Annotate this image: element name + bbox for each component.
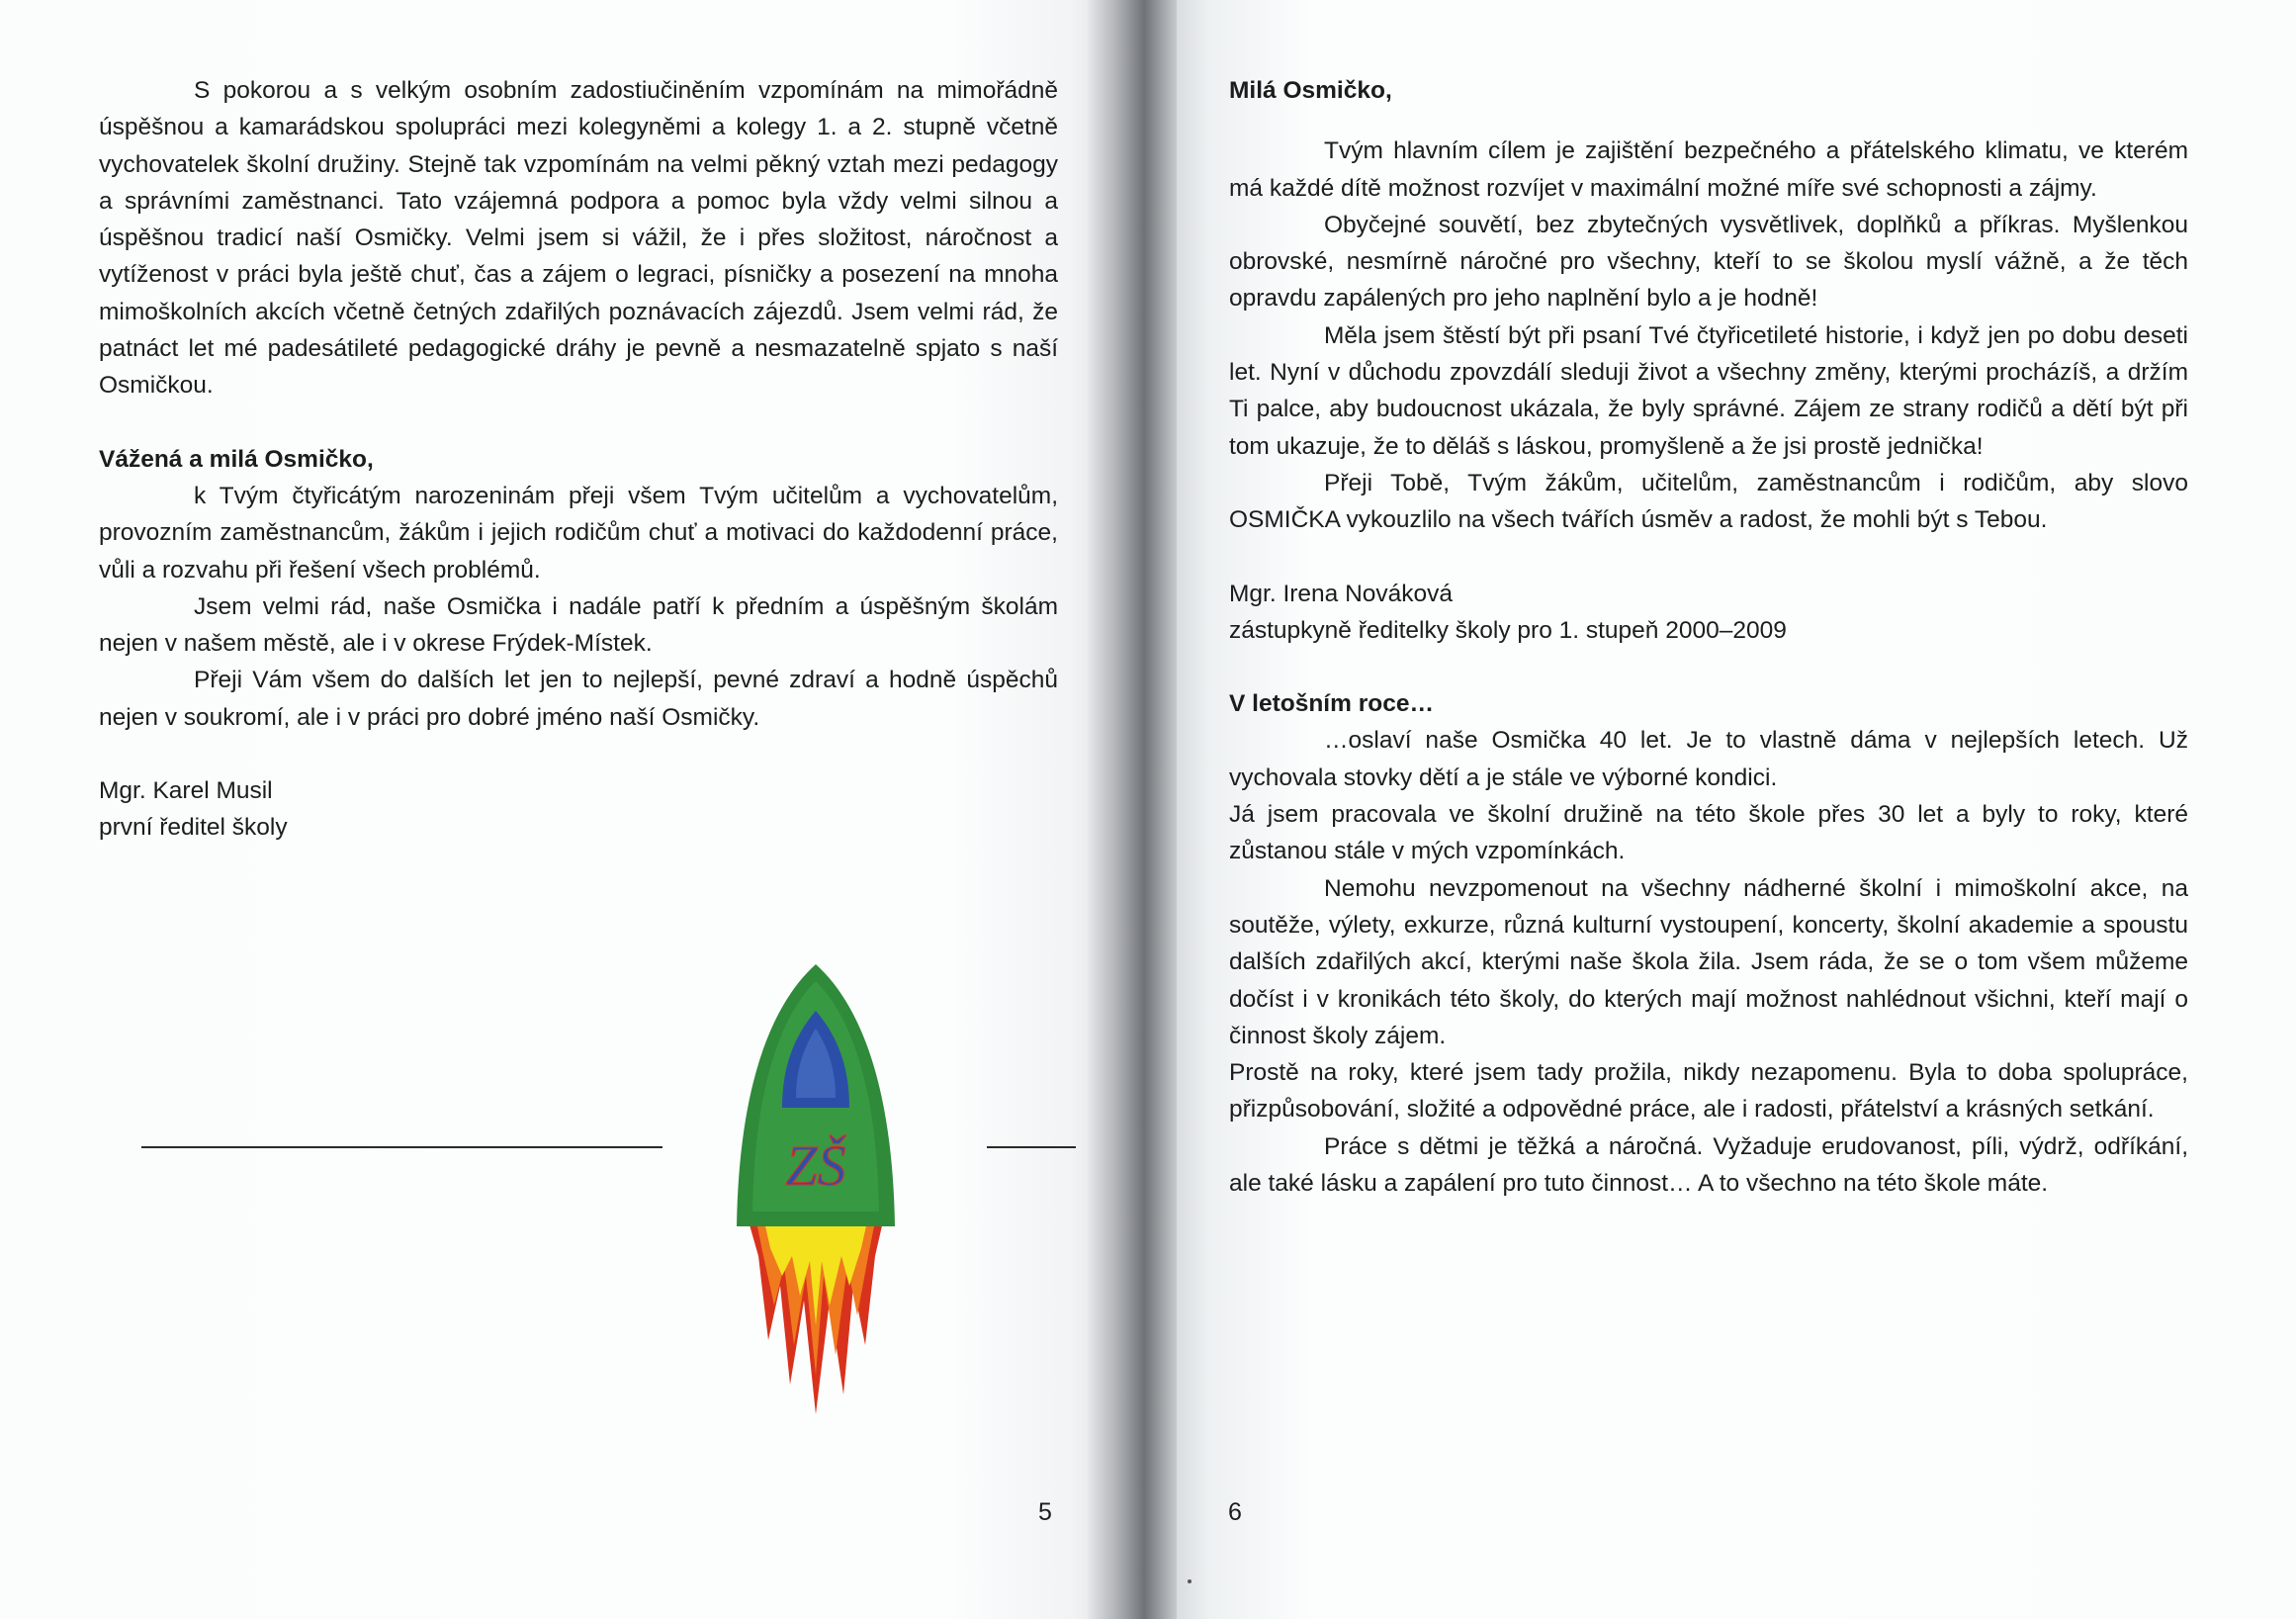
decorative-line-right <box>987 1146 1076 1148</box>
left-greeting-heading: Vážená a milá Osmičko, <box>99 445 374 473</box>
right-paragraph-3: Měla jsem štěstí být při psaní Tvé čtyřicetileté historie, i když jen po dobu deseti let. Nyní v důchodu zpovzdálí sleduji život a všechny změny, kterými procházíš, a držím Ti palce, aby budoucnost ukázala, že byly správné. Zájem ze strany rodičů a dětí být při tom ukazuje, že to děláš s láskou, promyšleně a že jsi prostě jednička! <box>1229 321 2188 460</box>
right-paragraph-2: Obyčejné souvětí, bez zbytečných vysvětlivek, doplňků a příkras. Myšlenkou obrovské, nesmírně náročné pro všechny, kteří to se školou myslí vážně, a že těch opravdu zapálených pro jeho naplnění bylo a je hodně! <box>1229 211 2188 313</box>
year-heading: V letošním roce… <box>1229 690 1434 718</box>
right-signature-name: Mgr. Irena Nováková <box>1229 580 1454 607</box>
zs-logo-letters: ZŠ <box>785 1133 846 1198</box>
right-paragraph-4: Přeji Tobě, Tvým žákům, učitelům, zaměstnancům i rodičům, aby slovo OSMIČKA vykouzlilo na všech tvářích úsměv a radost, že mohli být s Tebou. <box>1229 469 2188 534</box>
spacer <box>99 736 1058 772</box>
spacer <box>1229 109 2188 133</box>
right-page-text <box>1229 72 2188 1202</box>
spacer <box>1229 539 2188 576</box>
right-paragraph-9: Práce s dětmi je těžká a náročná. Vyžaduje erudovanost, píli, výdrž, odříkání, ale také lásku a zapálení pro tuto činnost… A to všechno na této škole máte. <box>1229 1132 2188 1198</box>
print-speck <box>1188 1579 1192 1583</box>
left-signature-name: Mgr. Karel Musil <box>99 777 273 805</box>
wish-paragraph-2: Jsem velmi rád, naše Osmička i nadále patří k předním a úspěšným školám nejen v našem městě, ale i v okrese Frýdek-Místek. <box>99 592 1058 658</box>
right-greeting-heading: Milá Osmičko, <box>1229 77 1392 104</box>
left-signature-role: první ředitel školy <box>99 814 288 842</box>
right-paragraph-8: Prostě na roky, které jsem tady prožila, nikdy nezapomenu. Byla to doba spolupráce, přizpůsobování, složité a odpovědné práce, ale i radosti, přátelství a krásných setkání. <box>1229 1059 2188 1124</box>
spacer <box>99 405 1058 441</box>
right-paragraph-5: …oslaví naše Osmička 40 let. Je to vlastně dáma v nejlepších letech. Už vychovala stovky dětí a je stále ve výborné kondici. <box>1229 727 2188 791</box>
right-paragraph-6: Já jsem pracovala ve školní družině na této škole přes 30 let a byly to roky, které zůstanou stále v mých vzpomínkách. <box>1229 801 2188 865</box>
right-paragraph-7: Nemohu nevzpomenout na všechny nádherné školní i mimoškolní akce, na soutěže, výlety, exkurze, různá kulturní vystoupení, koncerty, školní akademie a spoustu dalších zdařilých akcí, kterými naše škola žila. Jsem ráda, že se o tom všem můžeme dočíst i v kronikách této školy, do kterých mají možnost nahlédnout všichni, kteří mají o činnost školy zájem. <box>1229 874 2188 1049</box>
right-paragraph-1: Tvým hlavním cílem je zajištění bezpečného a přátelského klimatu, ve kterém má každé dítě možnost rozvíjet v maximální možné míře své schopnosti a zájmy. <box>1229 137 2188 202</box>
wish-paragraph-3: Přeji Vám všem do dalších let jen to nejlepší, pevné zdraví a hodně úspěchů nejen v soukromí, ale i v práci pro dobré jméno naší Osmičky. <box>99 667 1058 731</box>
spacer <box>1229 649 2188 685</box>
left-page <box>0 0 1117 1619</box>
left-page-text <box>99 72 1058 847</box>
right-signature-role: zástupkyně ředitelky školy pro 1. stupeň 2000–2009 <box>1229 616 1787 644</box>
rocket-logo-illustration <box>727 959 905 1414</box>
page-number-right: 6 <box>1228 1498 1242 1526</box>
page-number-left: 5 <box>1038 1498 1052 1526</box>
intro-paragraph: S pokorou a s velkým osobním zadostiučiněním vzpomínám na mimořádně úspěšnou a kamarádskou spolupráci mezi kolegyněmi a kolegy 1. a 2. stupně včetně vychovatelek školní družiny. Stejně tak vzpomínám na velmi pěkný vztah mezi pedagogy a správními zaměstnanci. Tato vzájemná podpora a pomoc byla vždy velmi silnou a úspěšnou tradicí naší Osmičky. Velmi jsem si vážil, že i přes složitost, náročnost a vytíženost v práci byla ještě chuť, čas a zájem o legraci, písničky a posezení na mnoha mimoškolních akcích včetně četných zdařilých poznávacích zájezdů. Jsem velmi rád, že patnáct let mé padesátileté pedagogické dráhy je pevně a nesmazatelně spjato s naší Osmičkou. <box>99 77 1058 400</box>
decorative-line-left <box>141 1146 662 1148</box>
wish-paragraph-1: k Tvým čtyřicátým narozeninám přeji všem Tvým učitelům a vychovatelům, provozním zaměstnancům, žákům i jejich rodičům chuť a motivaci do každodenní práce, vůli a rozvahu při řešení všech problémů. <box>99 482 1058 584</box>
